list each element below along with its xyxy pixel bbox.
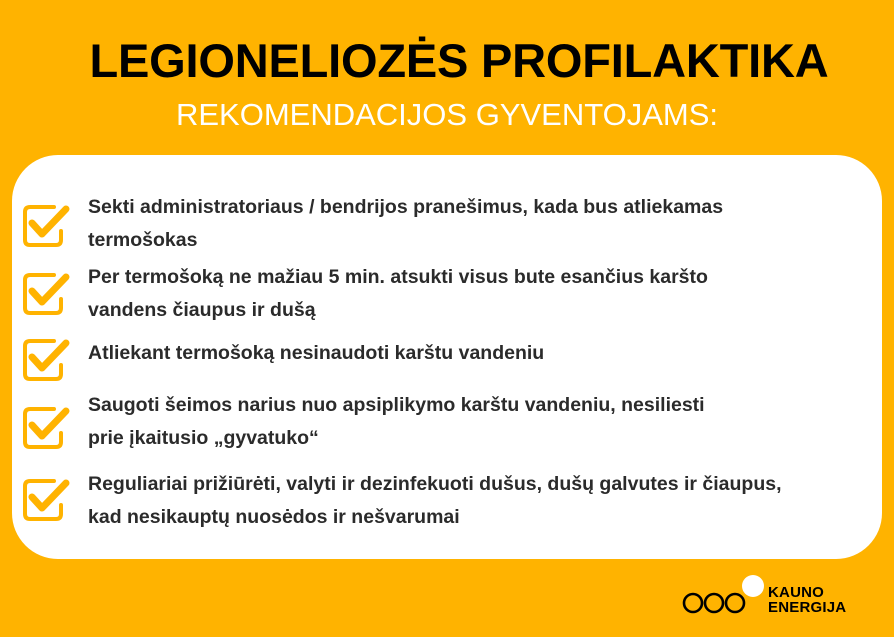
logo-wordmark (768, 585, 846, 615)
recommendation-text-line: Reguliariai prižiūrėti, valyti ir dezinfekuoti dušus, dušų galvutes ir čiaupus, (88, 473, 782, 495)
page-subtitle: REKOMENDACIJOS GYVENTOJAMS: (175, 97, 718, 132)
recommendations-panel (12, 155, 882, 559)
recommendation-text-line: termošokas (88, 229, 198, 251)
checkbox-check-icon (20, 201, 72, 249)
recommendation-text-line: Per termošoką ne mažiau 5 min. atsukti visus bute esančius karšto (88, 266, 708, 288)
recommendation-text-line: vandens čiaupus ir dušą (88, 299, 316, 321)
kauno-energija-logo (682, 575, 862, 625)
logo-rings-icon (682, 591, 748, 615)
recommendation-text-line: Sekti administratoriaus / bendrijos pranešimus, kada bus atliekamas (88, 196, 724, 218)
checkbox-check-icon (20, 403, 72, 451)
logo-text-line: ENERGIJA (768, 599, 847, 616)
checkbox-check-icon (20, 335, 72, 383)
recommendation-text-line: prie įkaitusio „gyvatuko“ (88, 427, 319, 449)
recommendation-text-line: Atliekant termošoką nesinaudoti karštu vandeniu (88, 342, 545, 364)
page-title: LEGIONELIOZĖS PROFILAKTIKA (89, 34, 829, 87)
checkbox-check-icon (20, 475, 72, 523)
recommendation-text-line: kad nesikauptų nuosėdos ir nešvarumai (88, 506, 460, 528)
checkbox-check-icon (20, 269, 72, 317)
recommendation-text-line: Saugoti šeimos narius nuo apsiplikymo karštu vandeniu, nesiliesti (88, 394, 705, 416)
logo-text-line: KAUNO (768, 584, 824, 601)
